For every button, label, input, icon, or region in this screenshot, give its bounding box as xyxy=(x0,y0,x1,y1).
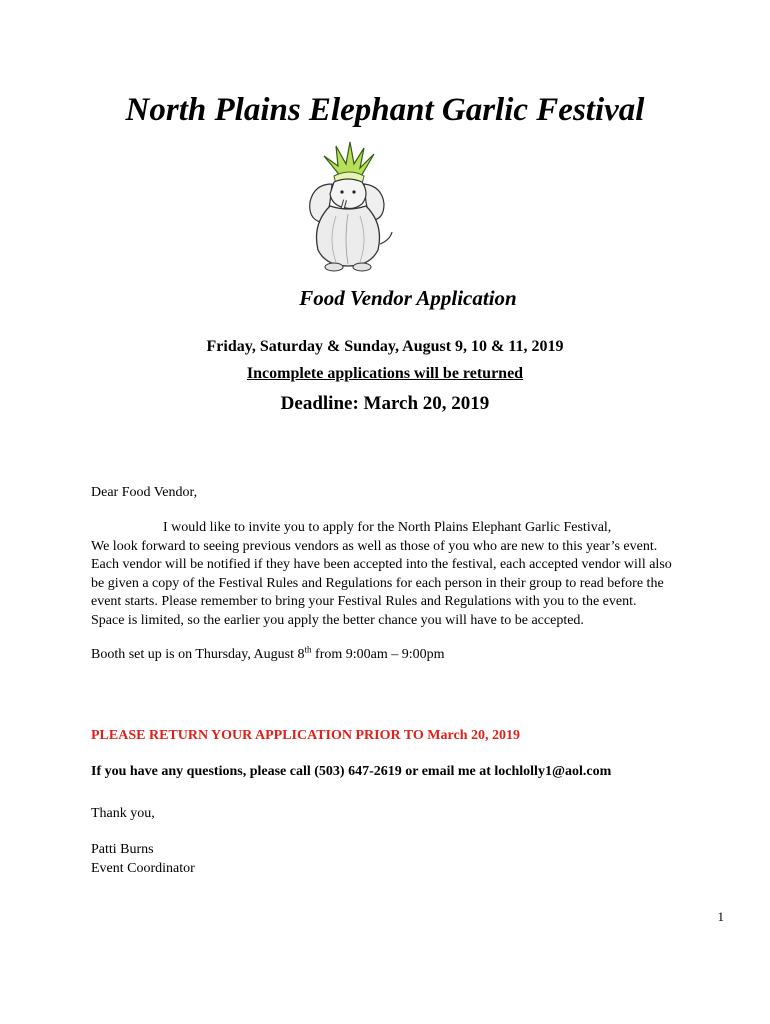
letter-line: event starts. Please remember to bring your Festival Rules and Regulations with you to the event. xyxy=(91,594,637,609)
signer-name: Patti Burns xyxy=(91,842,154,857)
deadline-heading: Deadline: March 20, 2019 xyxy=(280,393,490,414)
garlic-elephant-icon xyxy=(298,140,398,278)
contact-info: If you have any questions, please call (503) 647-2619 or email me at lochlolly1@aol.com xyxy=(91,764,612,779)
letter-line: Each vendor will be notified if they have been accepted into the festival, each accepted vendor will also xyxy=(91,557,672,572)
return-deadline-note: PLEASE RETURN YOUR APPLICATION PRIOR TO March 20, 2019 xyxy=(91,728,520,743)
booth-setup-time: from 9:00am – 9:00pm xyxy=(311,647,445,662)
festival-dates: Friday, Saturday & Sunday, August 9, 10 & 11, 2019 xyxy=(206,338,564,355)
ordinal-suffix: th xyxy=(304,644,312,655)
signature-block xyxy=(91,841,731,878)
booth-setup-info xyxy=(91,646,731,665)
page-number: 1 xyxy=(717,909,724,924)
letter-line: be given a copy of the Festival Rules and Regulations for each person in their group to read before the xyxy=(91,575,664,591)
incomplete-warning: Incomplete applications will be returned xyxy=(246,365,524,382)
letter-line: I would like to invite you to apply for the North Plains Elephant Garlic Festival, xyxy=(163,520,612,535)
booth-setup-text: Booth set up is on Thursday, August 8 xyxy=(91,647,305,662)
closing: Thank you, xyxy=(91,806,155,821)
letter-body xyxy=(91,519,731,630)
letter-line: We look forward to seeing previous vendors as well as those of you who are new to this year’s event. xyxy=(91,538,658,554)
letter-line: Space is limited, so the earlier you apply the better chance you will have to be accepted. xyxy=(91,612,584,628)
page-title: North Plains Elephant Garlic Festival xyxy=(125,92,645,128)
signer-title: Event Coordinator xyxy=(91,860,195,876)
salutation: Dear Food Vendor, xyxy=(91,485,198,500)
form-subtitle: Food Vendor Application xyxy=(299,286,517,310)
